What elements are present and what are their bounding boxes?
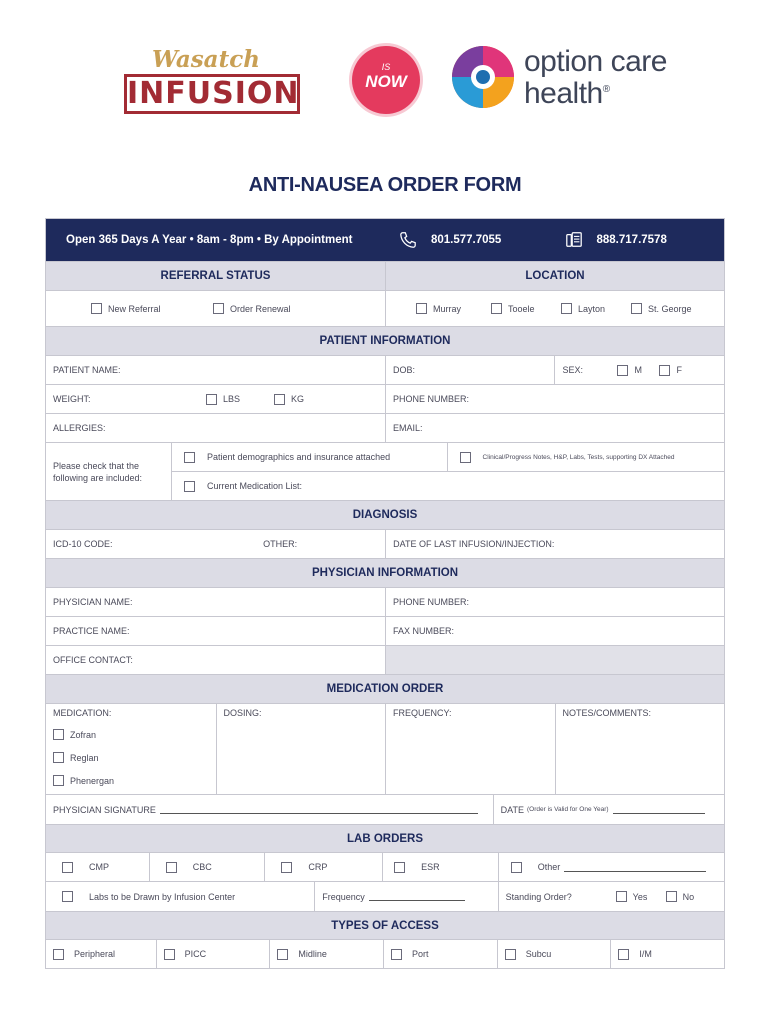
standing-order-label: Standing Order? bbox=[505, 891, 572, 902]
location-option-murray[interactable] bbox=[416, 303, 491, 314]
sex-m-label: M bbox=[634, 365, 642, 375]
access-option-im[interactable] bbox=[610, 940, 724, 968]
dob-field[interactable]: DOB: bbox=[385, 356, 555, 384]
office-contact-blank bbox=[385, 646, 724, 674]
medication-option-label: Zofran bbox=[70, 729, 97, 740]
checkbox[interactable] bbox=[277, 949, 288, 960]
access-option-label: PICC bbox=[184, 949, 207, 959]
checkbox[interactable] bbox=[617, 365, 628, 376]
checkbox[interactable] bbox=[460, 452, 471, 463]
physician-row-2 bbox=[46, 616, 724, 645]
referral-option-renewal[interactable] bbox=[213, 303, 291, 314]
include-demographics[interactable] bbox=[172, 443, 447, 471]
contact-banner bbox=[46, 219, 724, 261]
lab-test-label: CRP bbox=[308, 862, 328, 872]
patient-info-heading-row bbox=[46, 326, 724, 355]
include-med-list[interactable] bbox=[172, 472, 724, 500]
checkbox[interactable] bbox=[416, 303, 427, 314]
standing-order-no[interactable] bbox=[666, 891, 695, 902]
standing-order-yes[interactable] bbox=[616, 891, 666, 902]
include-medlist-label: Current Medication List: bbox=[207, 481, 303, 491]
medication-heading-row bbox=[46, 674, 724, 703]
no-label: No bbox=[682, 891, 695, 902]
access-option-subcu[interactable] bbox=[497, 940, 611, 968]
is-now-badge bbox=[352, 46, 420, 114]
option-care-swirl-icon bbox=[450, 44, 516, 110]
sex-label: SEX: bbox=[562, 365, 583, 375]
checkbox[interactable] bbox=[274, 394, 285, 405]
checkbox[interactable] bbox=[62, 891, 73, 902]
lab-test-crp[interactable] bbox=[264, 853, 382, 881]
fax-number-field[interactable]: FAX NUMBER: bbox=[385, 617, 724, 645]
referral-option-label: Order Renewal bbox=[230, 303, 291, 314]
phone-block bbox=[385, 219, 555, 261]
hours-text: Open 365 Days A Year • 8am - 8pm • By Appointment bbox=[46, 219, 385, 261]
patient-phone-field[interactable]: PHONE NUMBER: bbox=[385, 385, 724, 413]
checkbox[interactable] bbox=[91, 303, 102, 314]
lab-test-label: Other bbox=[537, 862, 561, 872]
checkbox[interactable] bbox=[511, 862, 522, 873]
location-options bbox=[385, 291, 724, 326]
medication-option-zofran[interactable] bbox=[53, 723, 96, 746]
checkbox[interactable] bbox=[659, 365, 670, 376]
weight-unit-lbs[interactable] bbox=[206, 394, 274, 405]
checkbox[interactable] bbox=[616, 891, 627, 902]
office-contact-field[interactable]: OFFICE CONTACT: bbox=[53, 655, 133, 665]
access-option-label: Port bbox=[412, 949, 429, 959]
checkbox[interactable] bbox=[206, 394, 217, 405]
patient-info-heading: PATIENT INFORMATION bbox=[46, 327, 724, 355]
medication-option-label: Phenergan bbox=[70, 775, 115, 786]
lab-tests-row bbox=[46, 852, 724, 881]
phone-icon bbox=[399, 231, 417, 249]
och-line1: option care bbox=[524, 45, 667, 78]
patient-row-3 bbox=[46, 413, 724, 442]
sex-field bbox=[554, 356, 724, 384]
patient-name-field[interactable]: PATIENT NAME: bbox=[53, 365, 121, 375]
physician-row-1 bbox=[46, 587, 724, 616]
checkbox[interactable] bbox=[184, 481, 195, 492]
types-of-access-heading: TYPES OF ACCESS bbox=[46, 912, 724, 939]
medication-option-label: Reglan bbox=[70, 752, 99, 763]
checkbox[interactable] bbox=[394, 862, 405, 873]
signature-date-field[interactable] bbox=[493, 795, 724, 824]
referral-location-headings bbox=[46, 261, 724, 290]
location-option-label: Murray bbox=[433, 303, 462, 314]
include-clinical-label: Clinical/Progress Notes, H&P, Labs, Tests, supporting DX Attached bbox=[482, 453, 675, 461]
diagnosis-row bbox=[46, 529, 724, 558]
include-clinical-notes[interactable] bbox=[447, 443, 725, 471]
frequency-field[interactable]: FREQUENCY: bbox=[385, 704, 555, 794]
wasatch-infusion-logo bbox=[124, 46, 300, 118]
signature-label: PHYSICIAN SIGNATURE bbox=[53, 804, 156, 815]
location-option-label: Tooele bbox=[508, 303, 535, 314]
lab-test-label: ESR bbox=[421, 862, 440, 872]
wasatch-infusion-wordmark: INFUSION bbox=[124, 74, 300, 114]
date-label: DATE bbox=[500, 804, 525, 815]
lab-drawn-row bbox=[46, 881, 724, 911]
access-option-label: Midline bbox=[298, 949, 327, 959]
labs-drawn-option[interactable] bbox=[46, 882, 314, 911]
medication-label: MEDICATION: bbox=[53, 708, 112, 718]
fax-icon bbox=[565, 231, 583, 249]
access-option-port[interactable] bbox=[383, 940, 497, 968]
physician-name-field[interactable]: PHYSICIAN NAME: bbox=[53, 597, 133, 607]
date-line[interactable] bbox=[613, 805, 705, 814]
physician-signature-field[interactable] bbox=[46, 795, 493, 824]
diagnosis-heading: DIAGNOSIS bbox=[46, 501, 724, 529]
checkbox[interactable] bbox=[491, 303, 502, 314]
referral-option-new[interactable] bbox=[91, 303, 213, 314]
medication-table bbox=[46, 703, 724, 794]
other-test-line[interactable] bbox=[564, 863, 706, 872]
labs-drawn-label: Labs to be Drawn by Infusion Center bbox=[89, 891, 236, 902]
medication-option-reglan[interactable] bbox=[53, 746, 99, 769]
checkbox[interactable] bbox=[164, 949, 175, 960]
checkbox[interactable] bbox=[53, 752, 64, 763]
patient-row-2 bbox=[46, 384, 724, 413]
access-option-picc[interactable] bbox=[156, 940, 270, 968]
patient-row-includes bbox=[46, 442, 724, 500]
lab-test-cbc[interactable] bbox=[149, 853, 265, 881]
access-options-row bbox=[46, 939, 724, 968]
lab-test-esr[interactable] bbox=[382, 853, 498, 881]
physician-phone-field[interactable]: PHONE NUMBER: bbox=[385, 588, 724, 616]
icd-10-field[interactable]: ICD-10 CODE: bbox=[53, 539, 113, 549]
yes-label: Yes bbox=[632, 891, 648, 902]
standing-order-field bbox=[498, 882, 724, 911]
lbs-label: LBS bbox=[223, 394, 241, 404]
access-option-midline[interactable] bbox=[269, 940, 383, 968]
date-note: (Order is Valid for One Year) bbox=[527, 806, 609, 813]
checkbox[interactable] bbox=[561, 303, 572, 314]
medication-column bbox=[46, 704, 216, 794]
icd-other-cell[interactable] bbox=[46, 530, 385, 558]
form-title: ANTI-NAUSEA ORDER FORM bbox=[248, 174, 522, 196]
allergies-field[interactable]: ALLERGIES: bbox=[53, 423, 106, 433]
signature-line[interactable] bbox=[160, 805, 478, 814]
email-field[interactable]: EMAIL: bbox=[385, 414, 724, 442]
checkbox[interactable] bbox=[53, 775, 64, 786]
weight-field[interactable] bbox=[46, 385, 385, 413]
last-infusion-field[interactable]: DATE OF LAST INFUSION/INJECTION: bbox=[385, 530, 724, 558]
include-checklist bbox=[171, 443, 724, 500]
frequency-line[interactable] bbox=[369, 892, 465, 901]
signature-row bbox=[46, 794, 724, 824]
location-option-tooele[interactable] bbox=[491, 303, 561, 314]
checkbox[interactable] bbox=[281, 862, 292, 873]
option-care-health-wordmark bbox=[524, 45, 667, 110]
lab-test-other[interactable] bbox=[498, 853, 724, 881]
referral-option-label: New Referral bbox=[108, 303, 161, 314]
checkbox[interactable] bbox=[391, 949, 402, 960]
checkbox[interactable] bbox=[618, 949, 629, 960]
checkbox[interactable] bbox=[213, 303, 224, 314]
fax-number[interactable]: 888.717.7578 bbox=[596, 234, 667, 246]
checkbox[interactable] bbox=[184, 452, 195, 463]
weight-unit-kg[interactable] bbox=[274, 394, 304, 405]
dosing-field[interactable]: DOSING: bbox=[216, 704, 386, 794]
access-option-label: Peripheral bbox=[74, 949, 116, 959]
physician-row-3 bbox=[46, 645, 724, 674]
lab-test-cmp[interactable] bbox=[46, 853, 149, 881]
lab-test-label: CBC bbox=[192, 862, 212, 872]
referral-options bbox=[46, 291, 385, 326]
referral-location-options bbox=[46, 290, 724, 326]
location-option-st-george[interactable] bbox=[631, 303, 692, 314]
access-heading-row bbox=[46, 911, 724, 939]
checkbox[interactable] bbox=[631, 303, 642, 314]
checkbox[interactable] bbox=[53, 729, 64, 740]
checkbox[interactable] bbox=[53, 949, 64, 960]
location-option-label: St. George bbox=[648, 303, 692, 314]
checkbox[interactable] bbox=[666, 891, 677, 902]
fax-block bbox=[555, 219, 725, 261]
medication-order-heading: MEDICATION ORDER bbox=[46, 675, 724, 703]
lab-test-label: CMP bbox=[89, 862, 109, 872]
och-registered-mark: ® bbox=[602, 84, 610, 95]
phone-number[interactable]: 801.577.7055 bbox=[430, 234, 502, 246]
checkbox[interactable] bbox=[166, 862, 177, 873]
physician-heading-row bbox=[46, 558, 724, 587]
medication-option-phenergan[interactable] bbox=[53, 769, 114, 792]
sex-option-f[interactable] bbox=[659, 365, 682, 376]
kg-label: KG bbox=[291, 394, 305, 404]
lab-frequency-label: Frequency bbox=[322, 891, 365, 902]
logo-bar bbox=[0, 40, 770, 130]
weight-label: WEIGHT: bbox=[53, 394, 91, 404]
other-diagnosis-field[interactable]: OTHER: bbox=[263, 539, 298, 549]
lab-frequency-field[interactable] bbox=[314, 882, 497, 911]
lab-orders-heading: LAB ORDERS bbox=[46, 825, 724, 852]
physician-info-heading: PHYSICIAN INFORMATION bbox=[46, 559, 724, 587]
include-demographics-label: Patient demographics and insurance attached bbox=[207, 452, 391, 462]
include-check-note: Please check that the following are included: bbox=[53, 460, 143, 483]
patient-row-1 bbox=[46, 355, 724, 384]
sex-option-m[interactable] bbox=[617, 365, 659, 376]
location-heading: LOCATION bbox=[385, 262, 724, 290]
lab-heading-row bbox=[46, 824, 724, 852]
practice-name-field[interactable]: PRACTICE NAME: bbox=[53, 626, 130, 636]
access-option-label: Subcu bbox=[525, 949, 552, 959]
location-option-layton[interactable] bbox=[561, 303, 631, 314]
checkbox[interactable] bbox=[505, 949, 516, 960]
och-line2: health bbox=[524, 77, 603, 110]
badge-now-text: NOW bbox=[365, 72, 407, 91]
sex-f-label: F bbox=[676, 365, 682, 375]
location-option-label: Layton bbox=[578, 303, 606, 314]
access-option-peripheral[interactable] bbox=[46, 940, 156, 968]
wasatch-script-text: Wasatch bbox=[152, 46, 260, 73]
badge-is-text: IS bbox=[381, 62, 391, 72]
notes-field[interactable]: NOTES/COMMENTS: bbox=[555, 704, 725, 794]
order-form bbox=[45, 218, 725, 969]
referral-status-heading: REFERRAL STATUS bbox=[46, 262, 385, 290]
diagnosis-heading-row bbox=[46, 500, 724, 529]
access-option-label: I/M bbox=[639, 949, 652, 959]
checkbox[interactable] bbox=[62, 862, 73, 873]
